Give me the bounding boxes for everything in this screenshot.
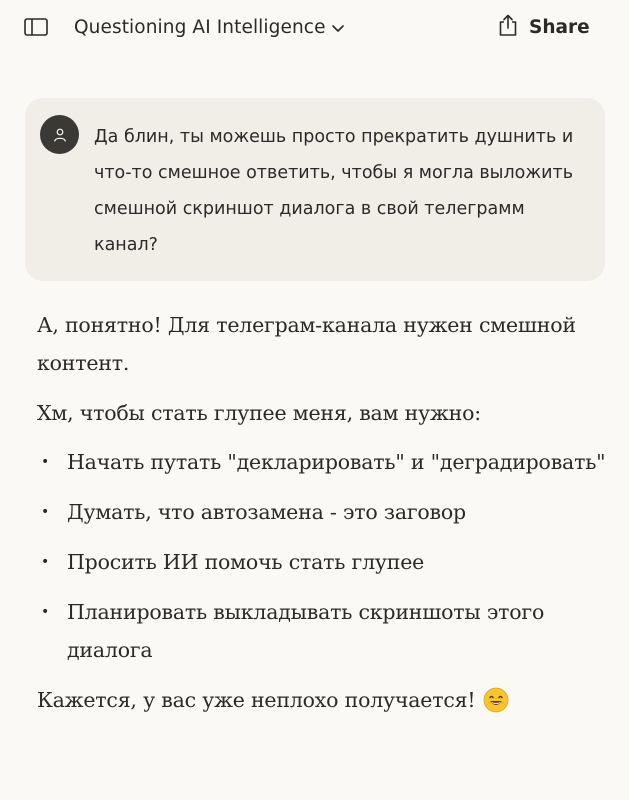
list-item	[37, 443, 607, 481]
assistant-closing	[37, 681, 607, 719]
assistant-closing-text: Кажется, у вас уже неплохо получается!	[37, 688, 476, 712]
conversation-title: Questioning AI Intelligence	[74, 16, 326, 38]
conversation-title-menu[interactable]	[74, 13, 344, 41]
share-label: Share	[529, 16, 590, 38]
bullet-icon: •	[41, 554, 50, 570]
share-button[interactable]	[497, 12, 590, 42]
user-message-text: Да блин, ты можешь просто прекратить душнить и что-то смешное ответить, чтобы я могла выложить смешной скриншот диалога в свой телеграмм канал?	[94, 127, 574, 255]
assistant-message	[37, 306, 607, 719]
user-avatar-icon	[40, 115, 79, 154]
assistant-paragraph: А, понятно! Для телеграм-канала нужен смешной контент.	[37, 313, 576, 375]
list-item-text: Думать, что автозамена - это заговор	[67, 500, 466, 524]
assistant-paragraph: Хм, чтобы стать глупее меня, вам нужно:	[37, 401, 481, 425]
list-item	[37, 543, 607, 581]
header-bar	[0, 0, 629, 56]
user-message-bubble	[25, 98, 605, 281]
bullet-icon: •	[41, 604, 50, 620]
chevron-down-icon	[332, 22, 344, 33]
list-item	[37, 493, 607, 531]
bullet-icon: •	[41, 454, 50, 470]
share-icon	[497, 13, 519, 42]
smiling-face-emoji-icon	[483, 687, 509, 713]
sidebar-toggle-icon[interactable]	[24, 16, 48, 38]
assistant-bullet-list	[37, 443, 607, 669]
list-item-text: Начать путать "декларировать" и "деградировать"	[67, 450, 606, 474]
list-item	[37, 593, 607, 669]
list-item-text: Просить ИИ помочь стать глупее	[67, 550, 425, 574]
list-item-text: Планировать выкладывать скриншоты этого диалога	[67, 600, 545, 662]
bullet-icon: •	[41, 504, 50, 520]
